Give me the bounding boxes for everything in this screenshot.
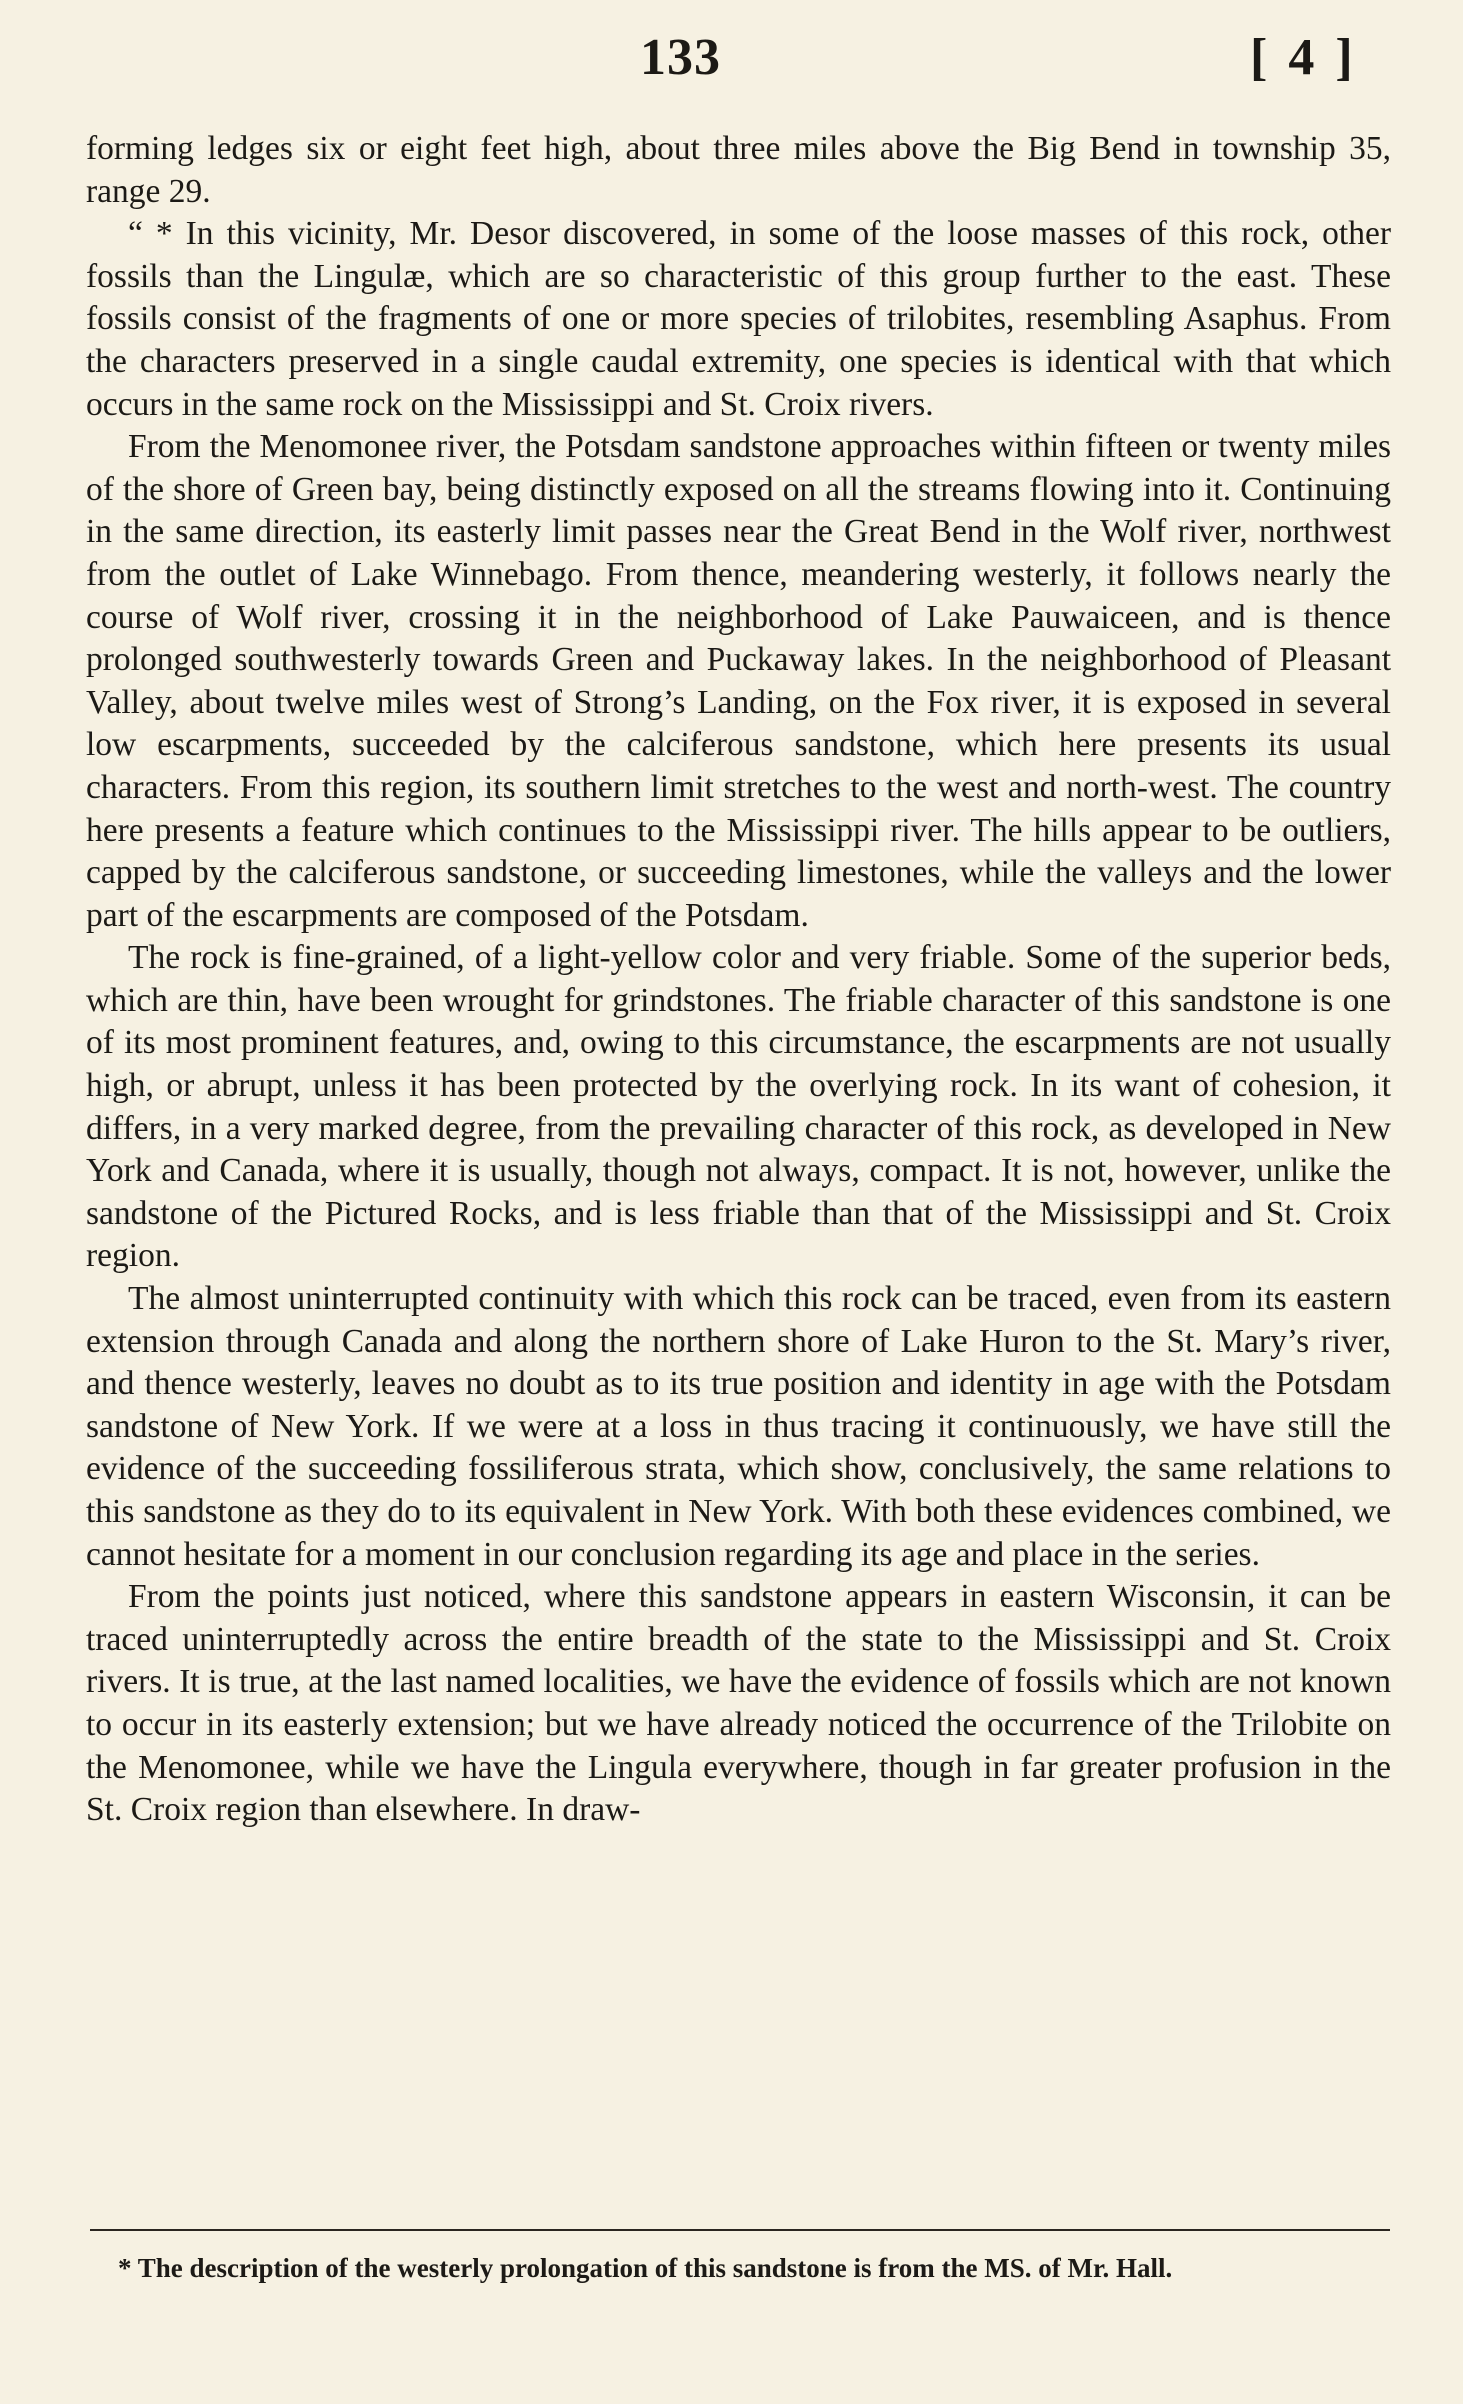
footnote-divider — [90, 2229, 1390, 2231]
paragraph: The almost uninterrupted continuity with which this rock can be traced, even from its eastern extension through Canada and along the northern shore of Lake Huron to the St. Mary’s river, and thence westerly, leaves no doubt as to its true position and identity in age with the Potsdam sandstone of New York. If we were at a loss in thus tracing it continuously, we have still the evidence of the succeeding fossiliferous strata, which show, conclusively, the same relations to this sandstone as they do to its equivalent in New York. With both these evidences combined, we cannot hesitate for a moment in our conclusion regarding its age and place in the series. — [86, 1280, 1391, 1573]
footnote: * The description of the westerly prolongation of this sandstone is from the MS. of Mr. Hall. — [118, 2253, 1173, 2283]
paragraph: From the points just noticed, where this sandstone appears in eastern Wisconsin, it can be traced uninterruptedly across the entire breadth of the state to the Mississippi and St. Croix rivers. It is true, at the last named localities, we have the evidence of fossils which are not known to occur in its easterly extension; but we have already noticed the occurrence of the Trilobite on the Menomonee, while we have the Lingula everywhere, though in far greater profusion in the St. Croix region than elsewhere. In draw- — [86, 1578, 1391, 1829]
paragraph: The rock is fine-grained, of a light-yellow color and very friable. Some of the superior beds, which are thin, have been wrought for grindstones. The friable character of this sandstone is one of its most prominent features, and, owing to this circumstance, the escarpments are not usually high, or abrupt, unless it has been protected by the overlying rock. In its want of cohesion, it differs, in a very marked degree, from the prevailing character of this rock, as developed in New York and Canada, where it is usually, though not always, compact. It is not, however, unlike the sandstone of the Pictured Rocks, and is less friable than that of the Mississippi and St. Croix region. — [86, 939, 1391, 1275]
document-number: [ 4 ] — [1250, 29, 1357, 86]
body-text — [86, 128, 1391, 1832]
page-header — [0, 28, 1463, 98]
page-number: 133 — [640, 29, 721, 86]
paragraph: “ * In this vicinity, Mr. Desor discovered, in some of the loose masses of this rock, other fossils than the Lingulæ, which are so characteristic of this group further to the east. These fossils consist of the fragments of one or more species of trilobites, resembling Asaphus. From the characters preserved in a single caudal extremity, one species is identical with that which occurs in the same rock on the Mississippi and St. Croix rivers. — [86, 215, 1391, 423]
paragraph: From the Menomonee river, the Potsdam sandstone approaches within fifteen or twenty miles of the shore of Green bay, being distinctly exposed on all the streams flowing into it. Continuing in the same direction, its easterly limit passes near the Great Bend in the Wolf river, northwest from the outlet of Lake Winnebago. From thence, meandering westerly, it follows nearly the course of Wolf river, crossing it in the neighborhood of Lake Pauwaiceen, and is thence prolonged southwesterly towards Green and Puckaway lakes. In the neighborhood of Pleasant Valley, about twelve miles west of Strong’s Landing, on the Fox river, it is exposed in several low escarpments, succeeded by the calciferous sandstone, which here presents its usual characters. From this region, its southern limit stretches to the west and north-west. The country here presents a feature which continues to the Mississippi river. The hills appear to be outliers, capped by the calciferous sandstone, or succeeding limestones, while the valleys and the lower part of the escarpments are composed of the Potsdam. — [86, 428, 1391, 934]
paragraph: forming ledges six or eight feet high, about three miles above the Big Bend in township 35, range 29. — [86, 130, 1391, 210]
